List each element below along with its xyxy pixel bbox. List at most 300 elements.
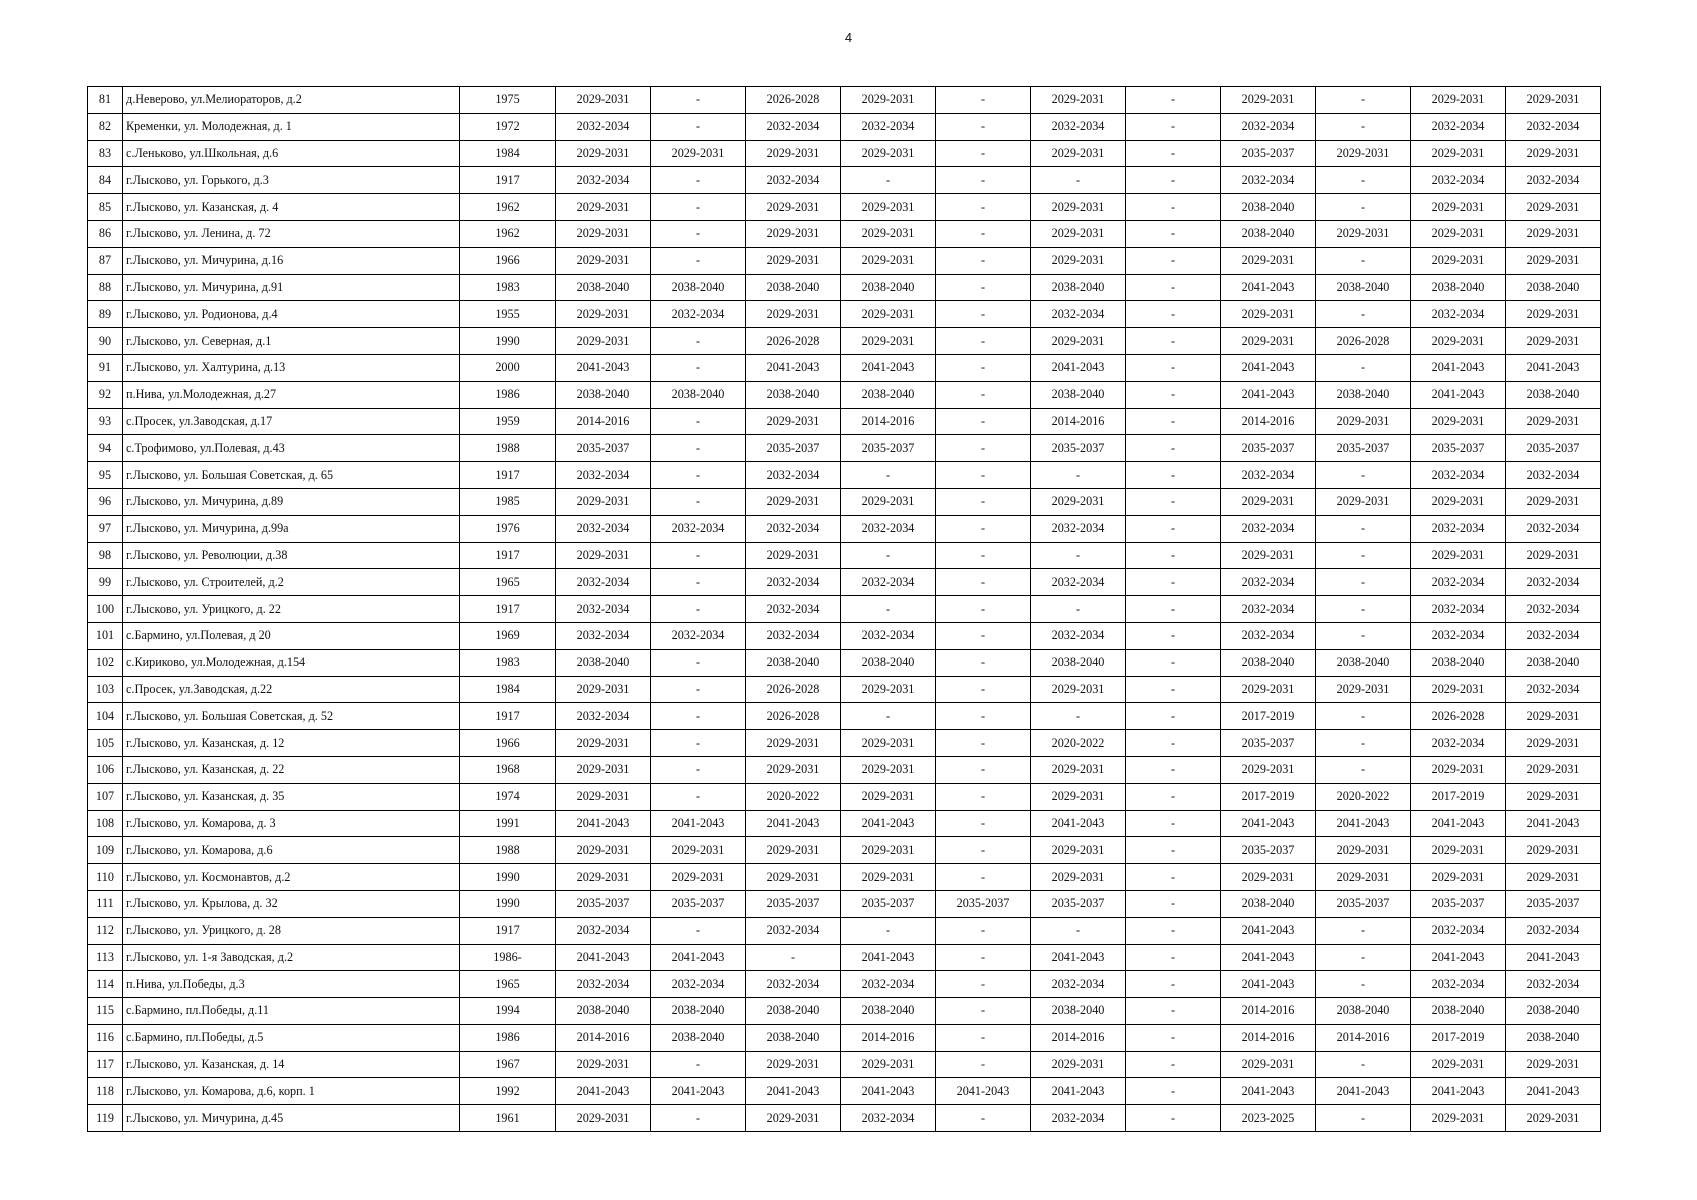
period-cell: 2029-2031 <box>1506 328 1601 355</box>
period-cell: 2017-2019 <box>1221 703 1316 730</box>
period-cell: 2035-2037 <box>1506 890 1601 917</box>
period-cell: 2029-2031 <box>841 220 936 247</box>
period-cell: 2038-2040 <box>1031 998 1126 1025</box>
period-cell: 2029-2031 <box>1221 542 1316 569</box>
period-cell: 2032-2034 <box>746 113 841 140</box>
row-number-cell: 101 <box>88 622 123 649</box>
period-cell: 2020-2022 <box>1316 783 1411 810</box>
period-cell: 2035-2037 <box>841 435 936 462</box>
period-cell: 2041-2043 <box>1506 1078 1601 1105</box>
year-cell: 1965 <box>460 569 556 596</box>
row-number-cell: 102 <box>88 649 123 676</box>
table-row <box>88 408 1601 435</box>
period-cell: 2032-2034 <box>1411 301 1506 328</box>
row-number-cell: 82 <box>88 113 123 140</box>
period-cell: - <box>936 515 1031 542</box>
period-cell: - <box>651 87 746 114</box>
period-cell: - <box>841 596 936 623</box>
period-cell: - <box>936 87 1031 114</box>
period-cell: 2029-2031 <box>1506 194 1601 221</box>
period-cell: 2035-2037 <box>1221 435 1316 462</box>
period-cell: 2032-2034 <box>1506 622 1601 649</box>
year-cell: 1975 <box>460 87 556 114</box>
table-row <box>88 810 1601 837</box>
period-cell: - <box>1126 730 1221 757</box>
period-cell: 2014-2016 <box>1031 408 1126 435</box>
period-cell: - <box>936 247 1031 274</box>
period-cell: 2041-2043 <box>1411 381 1506 408</box>
period-cell: - <box>936 274 1031 301</box>
period-cell: 2041-2043 <box>556 354 651 381</box>
period-cell: 2029-2031 <box>1411 676 1506 703</box>
table-row <box>88 864 1601 891</box>
period-cell: 2029-2031 <box>1411 140 1506 167</box>
page-number: 4 <box>844 30 853 45</box>
period-cell: 2041-2043 <box>841 354 936 381</box>
address-cell: с.Просек, ул.Заводская, д.22 <box>123 676 460 703</box>
period-cell: 2029-2031 <box>556 542 651 569</box>
period-cell: 2032-2034 <box>841 1105 936 1132</box>
table-row <box>88 301 1601 328</box>
period-cell: - <box>936 542 1031 569</box>
period-cell: - <box>651 730 746 757</box>
period-cell: - <box>1126 328 1221 355</box>
year-cell: 1976 <box>460 515 556 542</box>
period-cell: 2029-2031 <box>1506 488 1601 515</box>
period-cell: 2029-2031 <box>841 488 936 515</box>
period-cell: 2041-2043 <box>1221 381 1316 408</box>
period-cell: 2041-2043 <box>1411 810 1506 837</box>
period-cell: - <box>936 1051 1031 1078</box>
period-cell: 2032-2034 <box>1506 596 1601 623</box>
address-cell: г.Лысково, ул. Ленина, д. 72 <box>123 220 460 247</box>
period-cell: - <box>1126 569 1221 596</box>
year-cell: 1974 <box>460 783 556 810</box>
address-cell: с.Трофимово, ул.Полевая, д.43 <box>123 435 460 462</box>
period-cell: 2041-2043 <box>1221 917 1316 944</box>
period-cell: 2032-2034 <box>746 515 841 542</box>
row-number-cell: 103 <box>88 676 123 703</box>
row-number-cell: 110 <box>88 864 123 891</box>
period-cell: - <box>1316 756 1411 783</box>
period-cell: - <box>1316 596 1411 623</box>
row-number-cell: 98 <box>88 542 123 569</box>
address-cell: г.Лысково, ул. Мичурина, д.91 <box>123 274 460 301</box>
period-cell: - <box>936 998 1031 1025</box>
row-number-cell: 86 <box>88 220 123 247</box>
row-number-cell: 111 <box>88 890 123 917</box>
period-cell: 2026-2028 <box>1316 328 1411 355</box>
table-row <box>88 917 1601 944</box>
period-cell: 2029-2031 <box>841 140 936 167</box>
period-cell: 2029-2031 <box>556 1105 651 1132</box>
year-cell: 1969 <box>460 622 556 649</box>
year-cell: 1967 <box>460 1051 556 1078</box>
address-cell: г.Лысково, ул. Северная, д.1 <box>123 328 460 355</box>
period-cell: 2032-2034 <box>1221 462 1316 489</box>
period-cell: - <box>936 837 1031 864</box>
period-cell: 2014-2016 <box>1221 1024 1316 1051</box>
period-cell: - <box>1316 917 1411 944</box>
period-cell: 2029-2031 <box>1411 87 1506 114</box>
period-cell: 2029-2031 <box>556 87 651 114</box>
period-cell: 2038-2040 <box>746 649 841 676</box>
address-cell: г.Лысково, ул. Большая Советская, д. 52 <box>123 703 460 730</box>
period-cell: 2029-2031 <box>1221 1051 1316 1078</box>
row-number-cell: 114 <box>88 971 123 998</box>
period-cell: - <box>651 328 746 355</box>
period-cell: 2029-2031 <box>841 328 936 355</box>
year-cell: 1992 <box>460 1078 556 1105</box>
row-number-cell: 119 <box>88 1105 123 1132</box>
row-number-cell: 95 <box>88 462 123 489</box>
period-cell: - <box>1126 435 1221 462</box>
period-cell: 2029-2031 <box>841 87 936 114</box>
period-cell: - <box>651 596 746 623</box>
period-cell: - <box>1316 247 1411 274</box>
year-cell: 1990 <box>460 890 556 917</box>
table-row <box>88 890 1601 917</box>
period-cell: 2038-2040 <box>746 998 841 1025</box>
period-cell: 2032-2034 <box>1031 113 1126 140</box>
period-cell: 2038-2040 <box>1506 649 1601 676</box>
period-cell: - <box>841 167 936 194</box>
period-cell: - <box>651 220 746 247</box>
period-cell: 2029-2031 <box>841 730 936 757</box>
period-cell: - <box>936 301 1031 328</box>
period-cell: 2029-2031 <box>746 408 841 435</box>
period-cell: 2029-2031 <box>1316 220 1411 247</box>
period-cell: - <box>1126 381 1221 408</box>
period-cell: - <box>1126 596 1221 623</box>
period-cell: - <box>936 408 1031 435</box>
row-number-cell: 90 <box>88 328 123 355</box>
period-cell: 2029-2031 <box>746 488 841 515</box>
row-number-cell: 84 <box>88 167 123 194</box>
period-cell: 2032-2034 <box>841 622 936 649</box>
address-cell: г.Лысково, ул. Космонавтов, д.2 <box>123 864 460 891</box>
period-cell: 2032-2034 <box>1221 596 1316 623</box>
period-cell: 2014-2016 <box>1221 408 1316 435</box>
period-cell: 2032-2034 <box>1221 113 1316 140</box>
period-cell: 2041-2043 <box>1506 354 1601 381</box>
period-cell: - <box>936 1105 1031 1132</box>
period-cell: 2038-2040 <box>1506 274 1601 301</box>
period-cell: 2038-2040 <box>556 998 651 1025</box>
period-cell: 2041-2043 <box>1031 354 1126 381</box>
period-cell: - <box>936 569 1031 596</box>
period-cell: - <box>936 488 1031 515</box>
period-cell: 2029-2031 <box>1221 756 1316 783</box>
period-cell: - <box>1126 1078 1221 1105</box>
period-cell: - <box>936 944 1031 971</box>
period-cell: 2032-2034 <box>1506 971 1601 998</box>
period-cell: 2035-2037 <box>1031 890 1126 917</box>
period-cell: 2029-2031 <box>1031 1051 1126 1078</box>
table-row <box>88 381 1601 408</box>
period-cell: 2014-2016 <box>1221 998 1316 1025</box>
table-body <box>88 87 1601 1132</box>
period-cell: 2041-2043 <box>936 1078 1031 1105</box>
period-cell: - <box>651 488 746 515</box>
period-cell: 2038-2040 <box>556 274 651 301</box>
period-cell: 2029-2031 <box>1411 756 1506 783</box>
period-cell: 2041-2043 <box>841 810 936 837</box>
period-cell: 2029-2031 <box>841 194 936 221</box>
period-cell: - <box>1126 354 1221 381</box>
period-cell: - <box>936 220 1031 247</box>
period-cell: - <box>1126 167 1221 194</box>
period-cell: 2029-2031 <box>1316 676 1411 703</box>
period-cell: - <box>651 408 746 435</box>
period-cell: - <box>936 435 1031 462</box>
period-cell: 2038-2040 <box>1221 890 1316 917</box>
period-cell: 2035-2037 <box>936 890 1031 917</box>
period-cell: 2029-2031 <box>1031 864 1126 891</box>
year-cell: 1990 <box>460 328 556 355</box>
period-cell: 2038-2040 <box>1316 381 1411 408</box>
period-cell: - <box>651 542 746 569</box>
period-cell: 2029-2031 <box>1411 542 1506 569</box>
period-cell: 2038-2040 <box>556 649 651 676</box>
period-cell: - <box>1126 408 1221 435</box>
period-cell: 2029-2031 <box>1506 703 1601 730</box>
period-cell: - <box>1031 596 1126 623</box>
period-cell: 2041-2043 <box>1031 810 1126 837</box>
period-cell: 2032-2034 <box>651 301 746 328</box>
period-cell: 2014-2016 <box>841 408 936 435</box>
period-cell: 2029-2031 <box>746 140 841 167</box>
period-cell: 2041-2043 <box>1316 810 1411 837</box>
period-cell: 2029-2031 <box>1506 1051 1601 1078</box>
period-cell: 2032-2034 <box>841 569 936 596</box>
period-cell: 2029-2031 <box>1031 220 1126 247</box>
period-cell: 2041-2043 <box>651 1078 746 1105</box>
row-number-cell: 105 <box>88 730 123 757</box>
period-cell: 2029-2031 <box>1411 220 1506 247</box>
period-cell: - <box>1316 301 1411 328</box>
table-row <box>88 462 1601 489</box>
period-cell: 2029-2031 <box>1221 247 1316 274</box>
year-cell: 1962 <box>460 220 556 247</box>
period-cell: 2029-2031 <box>556 220 651 247</box>
period-cell: - <box>1126 87 1221 114</box>
period-cell: 2032-2034 <box>1031 301 1126 328</box>
period-cell: 2041-2043 <box>1221 354 1316 381</box>
year-cell: 1917 <box>460 462 556 489</box>
period-cell: - <box>1316 971 1411 998</box>
period-cell: 2029-2031 <box>1411 837 1506 864</box>
period-cell: - <box>1126 622 1221 649</box>
year-cell: 1917 <box>460 596 556 623</box>
address-cell: г.Лысково, ул. Мичурина, д.16 <box>123 247 460 274</box>
period-cell: - <box>936 328 1031 355</box>
period-cell: - <box>1031 542 1126 569</box>
period-cell: 2032-2034 <box>1411 596 1506 623</box>
period-cell: 2038-2040 <box>1411 998 1506 1025</box>
period-cell: 2029-2031 <box>1221 488 1316 515</box>
period-cell: 2041-2043 <box>1411 354 1506 381</box>
period-cell: 2029-2031 <box>1506 87 1601 114</box>
repair-schedule-table <box>87 86 1601 1132</box>
period-cell: 2032-2034 <box>1506 113 1601 140</box>
period-cell: - <box>1031 167 1126 194</box>
period-cell: 2035-2037 <box>1031 435 1126 462</box>
period-cell: 2032-2034 <box>556 113 651 140</box>
period-cell: 2029-2031 <box>1506 408 1601 435</box>
period-cell: - <box>1126 220 1221 247</box>
period-cell: 2035-2037 <box>746 435 841 462</box>
period-cell: - <box>936 462 1031 489</box>
period-cell: 2032-2034 <box>556 596 651 623</box>
period-cell: 2029-2031 <box>746 542 841 569</box>
address-cell: г.Лысково, ул. Комарова, д.6, корп. 1 <box>123 1078 460 1105</box>
period-cell: 2032-2034 <box>1506 569 1601 596</box>
year-cell: 1984 <box>460 140 556 167</box>
period-cell: - <box>651 247 746 274</box>
table-row <box>88 435 1601 462</box>
table-row <box>88 649 1601 676</box>
address-cell: г.Лысково, ул. Казанская, д. 12 <box>123 730 460 757</box>
row-number-cell: 104 <box>88 703 123 730</box>
period-cell: 2029-2031 <box>1506 864 1601 891</box>
period-cell: 2032-2034 <box>1506 676 1601 703</box>
period-cell: - <box>1126 971 1221 998</box>
period-cell: 2038-2040 <box>1411 649 1506 676</box>
period-cell: 2029-2031 <box>746 194 841 221</box>
period-cell: - <box>651 569 746 596</box>
period-cell: - <box>936 676 1031 703</box>
period-cell: 2038-2040 <box>1221 220 1316 247</box>
year-cell: 1990 <box>460 864 556 891</box>
period-cell: 2032-2034 <box>556 703 651 730</box>
table-row <box>88 703 1601 730</box>
period-cell: 2032-2034 <box>651 622 746 649</box>
row-number-cell: 118 <box>88 1078 123 1105</box>
period-cell: 2038-2040 <box>1411 274 1506 301</box>
period-cell: 2029-2031 <box>746 837 841 864</box>
period-cell: 2029-2031 <box>1411 328 1506 355</box>
period-cell: 2035-2037 <box>1411 890 1506 917</box>
table-row <box>88 1105 1601 1132</box>
period-cell: 2032-2034 <box>746 971 841 998</box>
period-cell: 2041-2043 <box>651 810 746 837</box>
year-cell: 1968 <box>460 756 556 783</box>
period-cell: - <box>1126 1024 1221 1051</box>
address-cell: г.Лысково, ул. Родионова, д.4 <box>123 301 460 328</box>
period-cell: 2014-2016 <box>841 1024 936 1051</box>
period-cell: - <box>1316 622 1411 649</box>
period-cell: 2032-2034 <box>556 167 651 194</box>
period-cell: 2029-2031 <box>841 301 936 328</box>
table-row <box>88 488 1601 515</box>
period-cell: - <box>1126 274 1221 301</box>
table-row <box>88 596 1601 623</box>
row-number-cell: 108 <box>88 810 123 837</box>
period-cell: - <box>936 622 1031 649</box>
period-cell: 2032-2034 <box>651 515 746 542</box>
period-cell: 2038-2040 <box>1221 649 1316 676</box>
table-row <box>88 247 1601 274</box>
period-cell: 2041-2043 <box>1031 944 1126 971</box>
period-cell: 2029-2031 <box>1221 301 1316 328</box>
period-cell: 2035-2037 <box>1221 140 1316 167</box>
period-cell: 2038-2040 <box>1031 381 1126 408</box>
year-cell: 1917 <box>460 542 556 569</box>
period-cell: 2029-2031 <box>841 1051 936 1078</box>
period-cell: - <box>1126 140 1221 167</box>
year-cell: 1985 <box>460 488 556 515</box>
period-cell: 2035-2037 <box>746 890 841 917</box>
period-cell: 2014-2016 <box>556 408 651 435</box>
period-cell: 2029-2031 <box>1506 301 1601 328</box>
period-cell: - <box>1316 515 1411 542</box>
period-cell: 2023-2025 <box>1221 1105 1316 1132</box>
period-cell: 2029-2031 <box>1506 756 1601 783</box>
period-cell: - <box>1126 783 1221 810</box>
period-cell: - <box>1126 247 1221 274</box>
period-cell: - <box>1126 488 1221 515</box>
year-cell: 1917 <box>460 917 556 944</box>
period-cell: 2020-2022 <box>746 783 841 810</box>
table-row <box>88 1024 1601 1051</box>
table-row <box>88 971 1601 998</box>
year-cell: 1988 <box>460 837 556 864</box>
period-cell: 2029-2031 <box>746 220 841 247</box>
period-cell: 2032-2034 <box>1411 462 1506 489</box>
period-cell: 2032-2034 <box>556 622 651 649</box>
address-cell: п.Нива, ул.Победы, д.3 <box>123 971 460 998</box>
period-cell: 2029-2031 <box>746 301 841 328</box>
row-number-cell: 112 <box>88 917 123 944</box>
period-cell: - <box>936 864 1031 891</box>
period-cell: - <box>651 676 746 703</box>
address-cell: г.Лысково, ул. Казанская, д. 35 <box>123 783 460 810</box>
address-cell: г.Лысково, ул. Крылова, д. 32 <box>123 890 460 917</box>
period-cell: - <box>1126 1051 1221 1078</box>
address-cell: г.Лысково, ул. Горького, д.3 <box>123 167 460 194</box>
period-cell: - <box>936 810 1031 837</box>
period-cell: 2041-2043 <box>1221 810 1316 837</box>
table-row <box>88 756 1601 783</box>
year-cell: 1966 <box>460 247 556 274</box>
period-cell: - <box>1126 301 1221 328</box>
period-cell: 2029-2031 <box>556 864 651 891</box>
period-cell: - <box>651 435 746 462</box>
period-cell: 2041-2043 <box>556 944 651 971</box>
period-cell: - <box>936 703 1031 730</box>
period-cell: 2038-2040 <box>841 649 936 676</box>
period-cell: 2032-2034 <box>556 971 651 998</box>
period-cell: - <box>936 783 1031 810</box>
period-cell: 2026-2028 <box>746 87 841 114</box>
table-row <box>88 167 1601 194</box>
period-cell: 2029-2031 <box>841 247 936 274</box>
period-cell: 2041-2043 <box>1221 944 1316 971</box>
address-cell: г.Лысково, ул. Комарова, д. 3 <box>123 810 460 837</box>
period-cell: 2032-2034 <box>1411 113 1506 140</box>
period-cell: 2035-2037 <box>1221 837 1316 864</box>
period-cell: - <box>841 542 936 569</box>
period-cell: 2038-2040 <box>746 274 841 301</box>
period-cell: 2041-2043 <box>1506 810 1601 837</box>
period-cell: - <box>1316 194 1411 221</box>
period-cell: - <box>1126 917 1221 944</box>
period-cell: - <box>651 783 746 810</box>
period-cell: - <box>746 944 841 971</box>
period-cell: - <box>1316 703 1411 730</box>
period-cell: 2032-2034 <box>1031 1105 1126 1132</box>
